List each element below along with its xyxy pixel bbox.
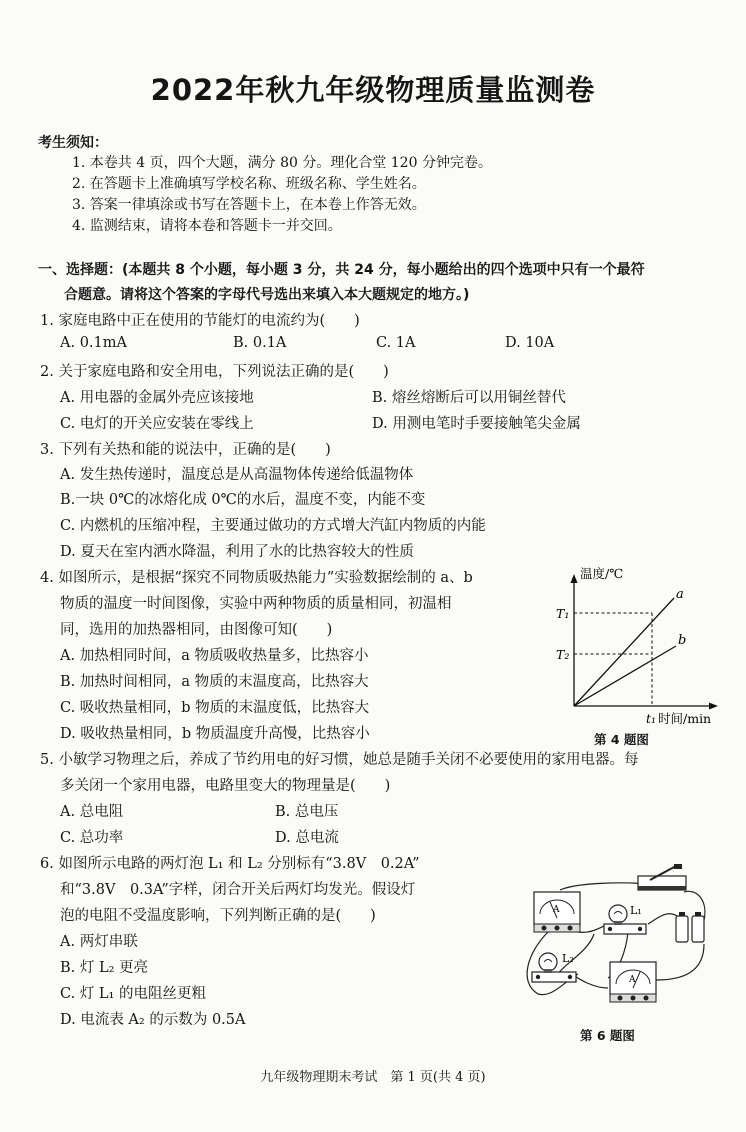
question-stem: 2. 关于家庭电路和安全用电，下列说法正确的是( )	[40, 364, 389, 380]
option-b: B. 熔丝熔断后可以用铜丝替代	[372, 390, 566, 406]
option-d: D. 夏天在室内洒水降温，利用了水的比热容较大的性质	[60, 544, 414, 560]
line-a	[574, 598, 674, 706]
question-stem: 同，选用的加热器相同，由图像可知( )	[60, 622, 333, 638]
option-d: D. 电流表 A₂ 的示数为 0.5A	[60, 1012, 246, 1028]
notice-item: 3. 答案一律填涂或书写在答题卡上，在本卷上作答无效。	[72, 197, 426, 213]
question-stem: 物质的温度一时间图像，实验中两种物质的质量相同，初温相	[60, 596, 452, 612]
lamp-l2-label: L₂	[562, 952, 574, 965]
page-title: 2022年秋九年级物理质量监测卷	[150, 73, 596, 107]
question-stem: 多关闭一个家用电器，电路里变大的物理量是( )	[60, 778, 391, 794]
section-heading: 一、选择题：(本题共 8 个小题，每小题 3 分，共 24 分，每小题给出的四个选项中只有一个最符	[38, 262, 645, 278]
question-stem: 3. 下列有关热和能的说法中，正确的是( )	[40, 442, 331, 458]
option-d: D. 吸收热量相同，b 物质温度升高慢，比热容小	[60, 726, 370, 742]
option-c: C. 灯 L₁ 的电阻丝更粗	[60, 986, 206, 1002]
option-d: D. 总电流	[275, 830, 339, 846]
question-stem: 4. 如图所示，是根据“探究不同物质吸热能力”实验数据绘制的 a、b	[40, 570, 473, 586]
time-t1-label: t₁	[646, 711, 657, 726]
x-axis-arrow	[709, 703, 718, 710]
figure-caption: 第 6 题图	[580, 1028, 635, 1043]
option-c: C. 内燃机的压缩冲程，主要通过做功的方式增大汽缸内物质的内能	[60, 518, 486, 534]
ammeter-label: A	[629, 975, 636, 985]
option-c: C. 吸收热量相同，b 物质的末温度低，比热容大	[60, 700, 370, 716]
notice-heading: 考生须知：	[38, 135, 108, 151]
option-a: A. 0.1mA	[60, 335, 127, 351]
lamp-l2-icon	[532, 952, 576, 982]
option-a: A. 发生热传递时，温度总是从高温物体传递给低温物体	[60, 467, 414, 483]
notice-item: 2. 在答题卡上准确填写学校名称、班级名称、学生姓名。	[72, 176, 426, 192]
section-heading-cont: 合题意。请将这个答案的字母代号选出来填入本大题规定的地方。)	[64, 287, 470, 303]
notice-item: 4. 监测结束，请将本卷和答题卡一并交回。	[72, 218, 342, 234]
option-a: A. 加热相同时间，a 物质吸收热量多，比热容小	[60, 648, 369, 664]
option-d: D. 用测电笔时手要接触笔尖金属	[372, 416, 581, 432]
battery-icon	[676, 912, 704, 942]
wire	[560, 883, 648, 890]
line-b	[574, 646, 676, 706]
t2-label: T₂	[556, 647, 570, 662]
notice-item: 1. 本卷共 4 页，四个大题，满分 80 分。理化合堂 120 分钟完卷。	[72, 155, 492, 171]
figure-caption: 第 4 题图	[594, 732, 649, 747]
option-c: C. 电灯的开关应安装在零线上	[60, 416, 254, 432]
temperature-time-graph	[548, 560, 728, 746]
wire	[572, 974, 608, 988]
ammeter-label: A	[553, 905, 560, 915]
question-stem: 泡的电阻不受温度影响，下列判断正确的是( )	[60, 908, 376, 924]
lamp-l1-icon	[604, 904, 646, 934]
option-a: A. 用电器的金属外壳应该接地	[60, 390, 254, 406]
y-axis-arrow	[571, 574, 578, 583]
question-stem: 5. 小敏学习物理之后，养成了节约用电的好习惯，她总是随手关闭不必要使用的家用电器。每	[40, 752, 639, 768]
switch-icon	[638, 864, 686, 890]
ammeter-icon	[534, 892, 580, 932]
line-b-label: b	[678, 633, 687, 648]
question-stem: 和“3.8V 0.3A”字样，闭合开关后两灯均发光。假设灯	[60, 882, 416, 898]
page-footer: 九年级物理期末考试 第 1 页(共 4 页)	[260, 1070, 486, 1085]
option-b: B.一块 0℃的冰熔化成 0℃的水后，温度不变，内能不变	[60, 492, 426, 508]
option-a: A. 总电阻	[60, 804, 124, 820]
wire	[648, 914, 680, 924]
option-b: B. 总电压	[275, 804, 339, 820]
option-c: C. 总功率	[60, 830, 124, 846]
option-b: B. 0.1A	[233, 335, 287, 351]
option-b: B. 灯 L₂ 更亮	[60, 960, 149, 976]
option-a: A. 两灯串联	[60, 934, 138, 950]
question-stem: 6. 如图所示电路的两灯泡 L₁ 和 L₂ 分别标有“3.8V 0.2A”	[40, 856, 420, 872]
t1-label: T₁	[556, 606, 570, 621]
circuit-diagram	[508, 862, 730, 1022]
line-a-label: a	[676, 587, 684, 602]
option-d: D. 10A	[505, 335, 555, 351]
y-axis-label: 温度/℃	[580, 566, 624, 581]
option-b: B. 加热时间相同，a 物质的末温度高，比热容大	[60, 674, 369, 690]
ammeter-icon	[610, 962, 656, 1002]
option-c: C. 1A	[376, 335, 416, 351]
wire	[656, 944, 704, 980]
lamp-l1-label: L₁	[630, 904, 642, 917]
x-axis-label: 时间/min	[658, 711, 712, 726]
question-stem: 1. 家庭电路中正在使用的节能灯的电流约为( )	[40, 313, 360, 329]
